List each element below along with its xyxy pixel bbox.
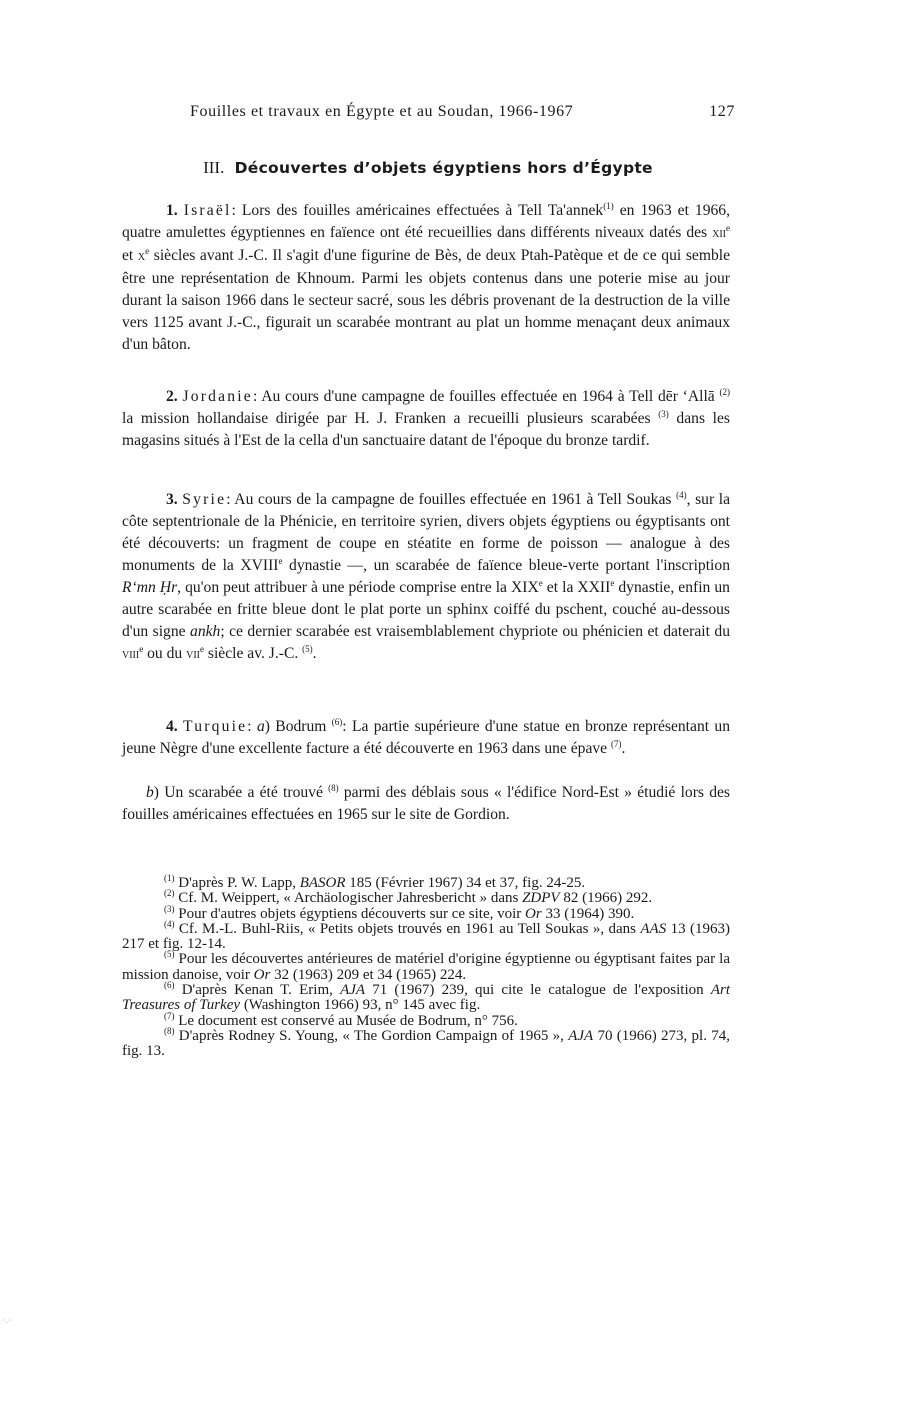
roman-numeral: xii [712, 226, 726, 241]
paragraph-number: 2. [166, 388, 183, 405]
text-run: 13 (1963) 217 et fig. 12-14. [122, 920, 730, 953]
country-name: Turquie [183, 718, 248, 735]
italic-text: AAS [640, 920, 667, 937]
paragraph-syrie [122, 489, 730, 666]
text-run: 185 (Février 1967) 34 et 37, fig. 24-25. [345, 875, 586, 891]
italic-text: AJA [340, 982, 366, 999]
page-number: 127 [709, 103, 735, 120]
country-name: Syrie [182, 491, 227, 508]
note-ref: e [145, 246, 150, 256]
text-run: dans les magasins situés à l'Est de la cella d'un sanctuaire datant de l'époque du bronze tardif. [122, 410, 731, 449]
text-run: D'après Kenan T. Erim, [174, 982, 341, 999]
text-run: et [122, 247, 138, 264]
text-run: 32 (1963) 209 et 34 (1965) 224. [270, 966, 467, 983]
footnote [122, 949, 730, 983]
roman-numeral: viii [122, 647, 140, 662]
note-ref: (6) [331, 717, 343, 727]
note-ref: e [200, 644, 204, 654]
separator: : [226, 491, 231, 508]
text-run: D'après Rodney S. Young, « The Gordion Campaign of 1965 », [174, 1027, 569, 1044]
note-ref: e [726, 223, 730, 233]
note-ref: (4) [676, 490, 687, 500]
italic-text: Art Treasures of Turkey [122, 982, 730, 1014]
text-run: parmi des déblais sous « l'édifice Nord-Est » étudié lors des fouilles américaines effectuées en 1965 sur le site de Gordion. [122, 784, 730, 823]
paragraph-number: 3. [166, 491, 183, 508]
text-run: Lors des fouilles américaines effectuées à Tell Ta'annek [235, 202, 604, 219]
footnote [122, 873, 730, 891]
text-run: Pour d'autres objets égyptiens découverts sur ce site, voir [174, 905, 526, 922]
note-ref: e [610, 578, 615, 588]
note-ref: (6) [164, 980, 175, 991]
note-ref: (1) [164, 873, 175, 883]
italic-text: R‘mn Ḥr [122, 579, 178, 596]
footnotes [122, 873, 730, 1060]
paragraph-turquie [122, 716, 730, 760]
running-head [190, 103, 735, 121]
note-ref: (8) [328, 783, 339, 793]
note-ref: e [139, 644, 144, 654]
text-run: (Washington 1966) 93, n° 145 avec fig. [240, 997, 481, 1014]
paragraph-number: 1. [166, 202, 184, 219]
note-ref: e [278, 556, 283, 566]
note-ref: (8) [164, 1025, 175, 1036]
text-run: , sur la côte septentrionale de la Phénicie, en territoire syrien, divers objets égyptiens ou égyptisants ont été découverts: un fragment de coupe en stéatite en forme de poisson — analogue à des monuments de la XVIII [122, 491, 730, 574]
italic-text: Or [525, 905, 542, 922]
country-name: Israël [183, 202, 232, 219]
text-run: ) Bodrum [264, 718, 332, 735]
note-ref: (5) [164, 949, 175, 960]
text-run: ) Un scarabée a été trouvé [153, 784, 329, 801]
text-run: . [621, 740, 626, 757]
separator: : [252, 388, 258, 405]
italic-text: Or [253, 966, 271, 983]
note-ref: (2) [719, 387, 731, 397]
text-run: siècle av. J.-C. [204, 645, 303, 662]
italic-text: b [146, 784, 154, 801]
note-ref: (3) [164, 903, 175, 914]
text-run: . [312, 645, 317, 662]
section-title: Découvertes d’objets égyptiens hors d’Égypte [234, 159, 653, 177]
footnote [122, 888, 730, 907]
footnote [122, 918, 730, 953]
text-run: dynastie —, un scarabée de faïence bleue-verte portant l'inscription [282, 557, 730, 574]
note-ref: (5) [302, 644, 313, 654]
text-run: , qu'on peut attribuer à une période comprise entre la XIX [177, 579, 539, 596]
paragraph-number: 4. [166, 718, 184, 735]
separator: : [247, 718, 252, 735]
note-ref: (7) [164, 1010, 175, 1021]
text-run: et la XXII [542, 579, 611, 596]
scan-speck: ·.· [2, 1316, 13, 1325]
text-run: Le document est conservé au Musée de Bodrum, n° 756. [174, 1012, 518, 1029]
text-run: Cf. M. Weippert, « Archäologischer Jahresbericht » dans [174, 890, 523, 907]
text-run: 70 (1966) 273, pl. 74, fig. 13. [122, 1027, 730, 1060]
roman-numeral: vii [186, 647, 200, 662]
italic-text: ZDPV [522, 890, 560, 907]
section-number: III. [203, 158, 225, 177]
text-run: D'après P. W. Lapp, [174, 875, 300, 891]
note-ref: (2) [164, 888, 175, 899]
footnote [122, 1010, 730, 1029]
text-run: Pour les découvertes antérieures de matériel d'origine égyptienne ou égyptisant faites par la mission danoise, voir [122, 951, 730, 983]
text-run: Cf. M.-L. Buhl-Riis, « Petits objets trouvés en 1961 au Tell Soukas », dans [174, 920, 641, 937]
text-run: siècles avant J.-C. Il s'agit d'une figurine de Bès, de deux Ptah-Patèque et de ce qui semble être une représentation de Khnoum. Parmi les objets contenus dans une poterie mise au jour durant la saison 1966 dans le secteur sacré, sous les débris provenant de la destruction de la ville vers 1125 avant J.-C., figurait un scarabée montrant au plat un homme menaçant deux animaux d'un bâton. [122, 247, 730, 353]
text-run: : La partie supérieure d'une statue en bronze représentant un jeune Nègre d'une excellente facture a été découverte en 1963 dans une épave [122, 718, 731, 757]
text-run: dynastie, enfin un autre scarabée en fritte bleue dont le plat porte un sphinx coiffé du pschent, couché au-dessous d'un signe [122, 579, 730, 640]
text-run: Au cours d'une campagne de fouilles effectuée en 1964 à Tell dēr ‘Allā [257, 388, 720, 405]
footnote [122, 1025, 730, 1060]
paragraph-jordanie [122, 386, 730, 452]
note-ref: (1) [603, 201, 614, 211]
country-name: Jordanie [182, 388, 253, 405]
italic-text: a [256, 718, 265, 735]
text-run: 33 (1964) 390. [541, 905, 635, 922]
paragraph-israel [122, 200, 730, 356]
italic-text: BASOR [299, 875, 346, 891]
note-ref: (3) [658, 409, 669, 419]
note-ref: e [538, 578, 543, 588]
note-ref: (7) [611, 739, 622, 749]
text-run: la mission hollandaise dirigée par H. J. Franken a recueilli plusieurs scarabées [122, 410, 659, 427]
note-ref: (4) [164, 918, 175, 929]
separator: : [231, 202, 236, 219]
roman-numeral: x [137, 249, 146, 264]
text-run: 71 (1967) 239, qui cite le catalogue de l'exposition [365, 982, 711, 999]
text-run: 82 (1966) 292. [559, 890, 653, 907]
text-run: Au cours de la campagne de fouilles effectuée en 1961 à Tell Soukas [230, 491, 677, 508]
italic-text: AJA [568, 1027, 594, 1044]
section-heading [122, 158, 734, 178]
paragraph-turquie-b [122, 782, 730, 826]
text-run: ou du [143, 645, 187, 662]
italic-text: ankh [190, 623, 221, 640]
footnote [122, 903, 730, 922]
text-run: ; ce dernier scarabée est vraisemblablement chypriote ou phénicien et daterait du [220, 623, 730, 640]
running-title: Fouilles et travaux en Égypte et au Soudan, 1966-1967 [190, 103, 574, 120]
footnote [122, 980, 730, 1014]
text-run: en 1963 et 1966, quatre amulettes égyptiennes en faïence ont été recueillies dans différents niveaux datés des [122, 202, 731, 241]
